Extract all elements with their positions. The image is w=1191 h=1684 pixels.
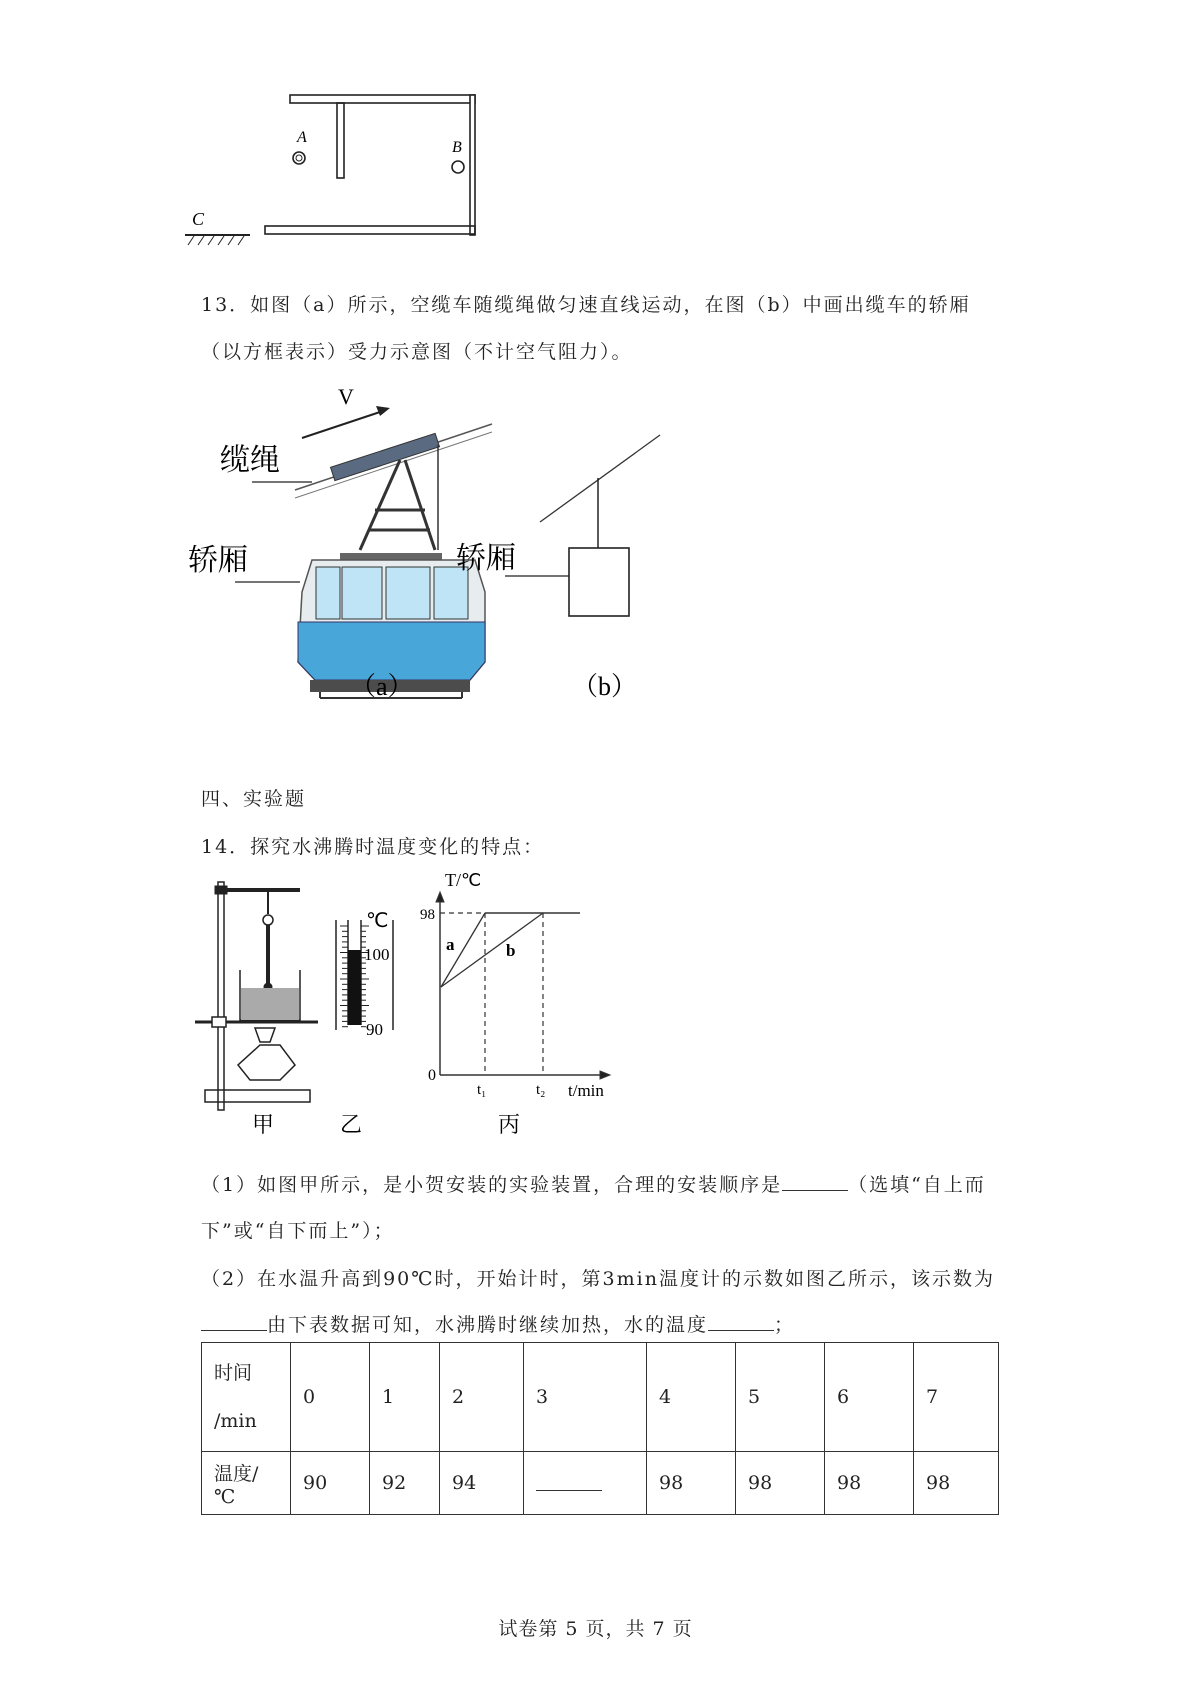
q14-part1-line2: 下”或“自下而上”）； xyxy=(201,1220,395,1242)
x-axis-arrow-icon xyxy=(600,1071,610,1079)
figure-q13 xyxy=(180,360,700,760)
cell-temp: 94 xyxy=(440,1452,524,1515)
cell-time: 0 xyxy=(291,1343,370,1452)
cell-temp: 98 xyxy=(825,1452,914,1515)
cell-time: 6 xyxy=(825,1343,914,1452)
apparatus-jia xyxy=(195,882,318,1110)
table-row-time xyxy=(202,1343,999,1452)
page-footer: 试卷第 5 页，共 7 页 xyxy=(498,1618,693,1640)
q14-part2-text-b: ； xyxy=(774,1314,796,1336)
velocity-arrow xyxy=(302,412,380,438)
graph-t2: t₂ xyxy=(536,1082,546,1098)
top-board xyxy=(290,95,475,103)
cable-b xyxy=(540,435,660,522)
ground-hatch xyxy=(188,236,244,245)
cell-temp: 98 xyxy=(647,1452,736,1515)
q14-part2-line2 xyxy=(201,1310,795,1337)
cell-temp-blank[interactable] xyxy=(524,1452,647,1515)
table-row-temperature xyxy=(202,1452,999,1515)
cell-temp: 90 xyxy=(291,1452,370,1515)
cell-time: 4 xyxy=(647,1343,736,1452)
cell-temp: 98 xyxy=(736,1452,825,1515)
figure-q12 xyxy=(180,85,500,255)
graph-98: 98 xyxy=(420,907,435,923)
q14-part1-line1 xyxy=(201,1170,986,1197)
arrow-head-icon xyxy=(376,406,390,416)
answer-blank-order[interactable] xyxy=(782,1171,848,1191)
graph-t1: t₁ xyxy=(477,1082,487,1098)
caption-b: （b） xyxy=(572,672,638,701)
caption-yi: 乙 xyxy=(340,1113,363,1138)
bottom-board xyxy=(265,226,475,234)
q13-text-line2: （以方框表示）受力示意图（不计空气阻力）。 xyxy=(201,341,633,363)
cell-temp: 92 xyxy=(370,1452,440,1515)
thermo-unit: ℃ xyxy=(366,908,389,932)
velocity-label: V xyxy=(338,384,354,409)
cell-time: 2 xyxy=(440,1343,524,1452)
cable-label: 缆绳 xyxy=(220,443,280,478)
label-b: B xyxy=(452,139,462,156)
q14-part2-line1: （2）在水温升高到90℃时，开始计时，第3min温度计的示数如图乙所示，该示数为 xyxy=(201,1268,995,1290)
thermo-90: 90 xyxy=(366,1020,383,1039)
cell-time: 7 xyxy=(914,1343,999,1452)
thermometer-yi xyxy=(336,920,393,1030)
data-table xyxy=(201,1342,999,1515)
cabin-label-b: 轿厢 xyxy=(456,541,516,576)
q14-part1-text-b: （选填“自上而 xyxy=(848,1174,986,1196)
line-b xyxy=(441,913,543,987)
cell-time: 3 xyxy=(524,1343,647,1452)
ball-b xyxy=(452,161,464,173)
header-time: 时间 /min xyxy=(202,1343,291,1452)
trolley xyxy=(331,433,440,480)
right-wall xyxy=(470,95,475,235)
graph-ylabel: T/℃ xyxy=(445,870,482,890)
graph-bing xyxy=(436,892,610,1079)
answer-blank-table[interactable] xyxy=(536,1471,602,1491)
q14-part2-text-a: 由下表数据可知，水沸腾时继续加热，水的温度 xyxy=(267,1314,709,1336)
ball-a xyxy=(293,152,305,164)
thermo-100: 100 xyxy=(364,945,390,964)
inner-divider xyxy=(337,103,344,178)
caption-a: （a） xyxy=(350,672,414,701)
cabin-box-b xyxy=(569,548,629,616)
answer-blank-temperature[interactable] xyxy=(708,1311,774,1331)
graph-origin: 0 xyxy=(428,1067,436,1084)
section-title: 四、实验题 xyxy=(201,788,307,810)
label-c: C xyxy=(192,209,205,229)
header-temperature: 温度/℃ xyxy=(202,1452,291,1515)
cell-temp: 98 xyxy=(914,1452,999,1515)
label-line-a: a xyxy=(446,935,455,954)
caption-bing: 丙 xyxy=(498,1113,521,1138)
cell-time: 5 xyxy=(736,1343,825,1452)
q14-stem: 14．探究水沸腾时温度变化的特点： xyxy=(201,836,545,858)
q14-part1-text-a: （1）如图甲所示，是小贺安装的实验装置，合理的安装顺序是 xyxy=(201,1174,783,1196)
cabin-label-a: 轿厢 xyxy=(188,543,248,578)
y-axis-arrow-icon xyxy=(436,892,444,902)
label-a: A xyxy=(297,129,307,146)
label-line-b: b xyxy=(506,941,516,960)
q13-text-line1: 13．如图（a）所示，空缆车随缆绳做匀速直线运动，在图（b）中画出缆车的轿厢 xyxy=(201,294,971,316)
graph-xlabel: t/min xyxy=(568,1081,604,1100)
caption-jia: 甲 xyxy=(252,1113,275,1138)
cell-time: 1 xyxy=(370,1343,440,1452)
figure-q14 xyxy=(190,870,650,1140)
answer-blank-reading[interactable] xyxy=(201,1311,267,1331)
